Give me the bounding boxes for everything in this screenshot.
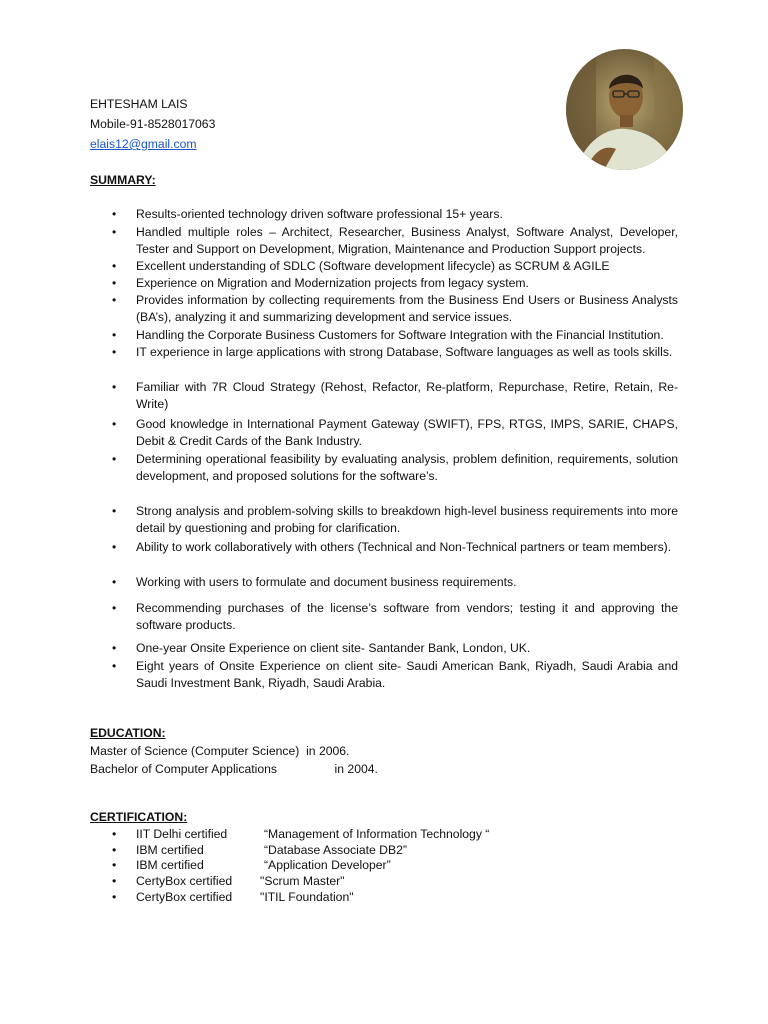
education-row-bachelors: Bachelor of Computer Applications in 2004. bbox=[90, 762, 378, 776]
bullet-icon: • bbox=[112, 827, 117, 841]
profile-photo-image bbox=[566, 49, 683, 170]
summary-item-text: Familiar with 7R Cloud Strategy (Rehost, Refactor, Re-platform, Repurchase, Retire, Retain, Re-Write) bbox=[136, 380, 678, 411]
summary-item-text: Excellent understanding of SDLC (Software development lifecycle) as SCRUM & AGILE bbox=[136, 259, 610, 273]
summary-item bbox=[90, 224, 678, 258]
summary-item bbox=[90, 258, 678, 275]
bullet-icon: • bbox=[112, 207, 117, 221]
summary-item bbox=[90, 327, 678, 344]
certification-title: “Database Associate DB2” bbox=[264, 843, 407, 857]
certification-issuer: IBM certified bbox=[136, 843, 204, 857]
bullet-icon: • bbox=[112, 843, 117, 857]
bullet-icon: • bbox=[112, 380, 117, 394]
summary-item bbox=[90, 451, 678, 485]
certification-heading: CERTIFICATION: bbox=[90, 810, 188, 824]
summary-item bbox=[90, 416, 678, 450]
summary-item-text: Provides information by collecting requirements from the Business End Users or Business Analysts (BA’s), analyzing it and summarizing development and service issues. bbox=[136, 293, 678, 324]
summary-item bbox=[90, 600, 678, 634]
summary-item bbox=[90, 574, 678, 591]
summary-heading: SUMMARY: bbox=[90, 173, 156, 187]
bullet-icon: • bbox=[112, 259, 117, 273]
bullet-icon: • bbox=[112, 328, 117, 342]
bullet-icon: • bbox=[112, 293, 117, 307]
education-heading: EDUCATION: bbox=[90, 726, 166, 740]
summary-item bbox=[90, 640, 678, 657]
summary-item bbox=[90, 292, 678, 326]
summary-item-text: Experience on Migration and Modernization projects from legacy system. bbox=[136, 276, 529, 290]
bullet-icon: • bbox=[112, 601, 117, 615]
summary-item-text: Eight years of Onsite Experience on client site- Saudi American Bank, Riyadh, Saudi Arabia and Saudi Investment Bank, Riyadh, Saudi Arabia. bbox=[136, 659, 678, 690]
bullet-icon: • bbox=[112, 276, 117, 290]
bullet-icon: • bbox=[112, 858, 117, 872]
summary-item-text: IT experience in large applications with strong Database, Software languages as well as tools skills. bbox=[136, 345, 673, 359]
summary-item-text: Results-oriented technology driven software professional 15+ years. bbox=[136, 207, 503, 221]
summary-item bbox=[90, 344, 678, 361]
summary-item-text: Recommending purchases of the license’s software from vendors; testing it and approving the software products. bbox=[136, 601, 678, 632]
summary-item-text: Good knowledge in International Payment Gateway (SWIFT), FPS, RTGS, IMPS, SARIE, CHAPS, Debit & Credit Cards of the Bank Industry. bbox=[136, 417, 678, 448]
certification-issuer: IIT Delhi certified bbox=[136, 827, 228, 841]
bullet-icon: • bbox=[112, 575, 117, 589]
summary-item-text: Strong analysis and problem-solving skills to breakdown high-level business requirements into more detail by questioning and probing for clarification. bbox=[136, 504, 678, 535]
education-row-masters: Master of Science (Computer Science) in 2006. bbox=[90, 744, 350, 758]
summary-item-text: Ability to work collaboratively with others (Technical and Non-Technical partners or team members). bbox=[136, 540, 672, 554]
email-link[interactable]: elais12@gmail.com bbox=[90, 137, 197, 151]
contact-header bbox=[90, 94, 215, 154]
bullet-icon: • bbox=[112, 540, 117, 554]
mobile-number: Mobile-91-8528017063 bbox=[90, 117, 216, 131]
candidate-name: EHTESHAM LAIS bbox=[90, 97, 188, 111]
profile-photo bbox=[566, 49, 683, 170]
certification-issuer: CertyBox certified bbox=[136, 890, 233, 904]
summary-item bbox=[90, 206, 678, 223]
bullet-icon: • bbox=[112, 504, 117, 518]
certification-issuer: IBM certified bbox=[136, 858, 204, 872]
certification-issuer: CertyBox certified bbox=[136, 874, 233, 888]
bullet-icon: • bbox=[112, 641, 117, 655]
summary-item-text: Handling the Corporate Business Customers for Software Integration with the Financial Institution. bbox=[136, 328, 664, 342]
bullet-icon: • bbox=[112, 417, 117, 431]
bullet-icon: • bbox=[112, 452, 117, 466]
bullet-icon: • bbox=[112, 345, 117, 359]
bullet-icon: • bbox=[112, 225, 117, 239]
summary-item-text: Working with users to formulate and document business requirements. bbox=[136, 575, 517, 589]
certification-title: "Scrum Master" bbox=[260, 874, 345, 888]
bullet-icon: • bbox=[112, 659, 117, 673]
bullet-icon: • bbox=[112, 874, 117, 888]
summary-item bbox=[90, 539, 678, 556]
education-list bbox=[90, 742, 378, 778]
certification-title: “Management of Information Technology “ bbox=[264, 827, 490, 841]
summary-item bbox=[90, 275, 678, 292]
summary-item bbox=[90, 503, 678, 537]
certification-title: "ITIL Foundation" bbox=[260, 890, 354, 904]
certification-title: “Application Developer” bbox=[264, 858, 391, 872]
summary-item bbox=[90, 379, 678, 413]
summary-item-text: Determining operational feasibility by evaluating analysis, problem definition, requirements, solution development, and proposed solutions for the software’s. bbox=[136, 452, 678, 483]
summary-item-text: Handled multiple roles – Architect, Researcher, Business Analyst, Software Analyst, Developer, Tester and Support on Development, Migration, Maintenance and Production Support projects. bbox=[136, 225, 678, 256]
summary-item bbox=[90, 658, 678, 692]
bullet-icon: • bbox=[112, 890, 117, 904]
summary-item-text: One-year Onsite Experience on client site- Santander Bank, London, UK. bbox=[136, 641, 531, 655]
